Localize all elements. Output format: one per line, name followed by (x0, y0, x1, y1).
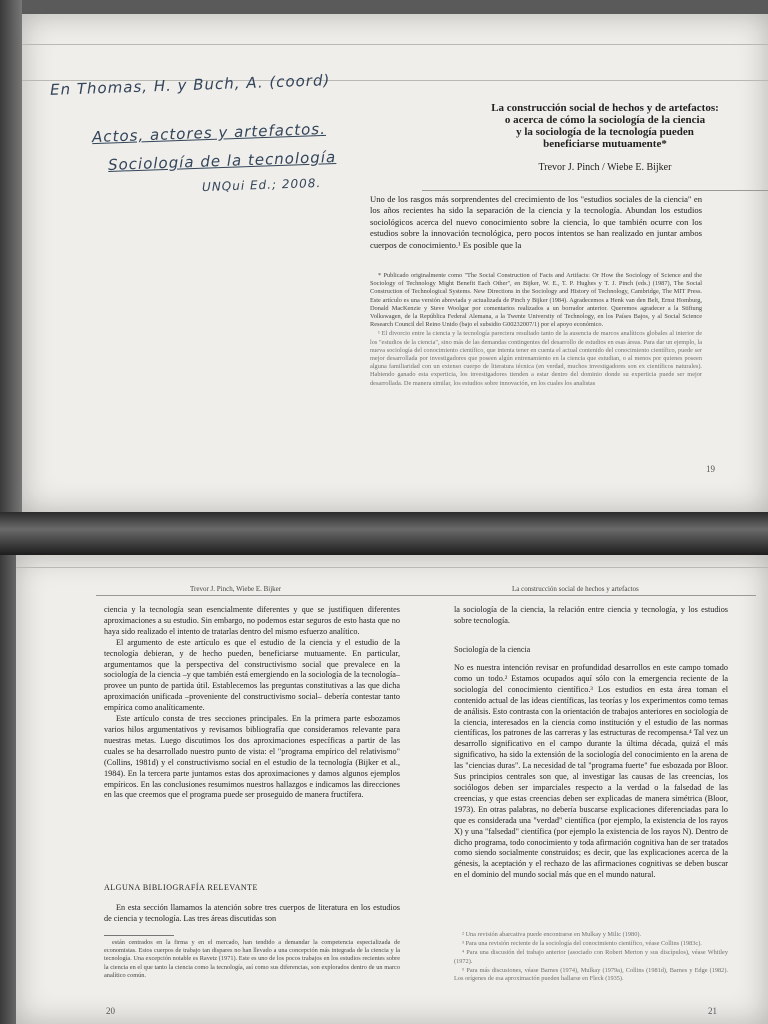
paragraph-text: El argumento de este artículo es que el estudio de la ciencia y el estudio de la tecnología debieran, y de hecho pueden, beneficiarse mutuamente. En particular, argumentamos que la perspectiva del constructivismo social que prevalece en la sociología de la ciencia –y que también está emergiendo en la sociología de la tecnología– provee un punto de partida útil. Establecemos las preguntas constitutivas a las que dicha aproximación unificada –proveniente del constructivismo social– debería contestar tanto empírica como analíticamente. (104, 637, 400, 713)
top-page-scan (22, 14, 768, 512)
intro-paragraph (370, 194, 702, 251)
footnote-text: están centrados en la firma y en el mercado, han tendido a demandar la competencia especializada de economistas. Estos cuerpos de trabajo tan dispares no han llevado a una concepción más integrada de la ciencia y la tecnología. Una excepción notable es Ravetz (1971). Este es uno de los pocos trabajos en los estudios recientes sobre la ciencia en el que tanto la ciencia como la tecnología, así como sus diferencias, son explorados dentro de un marco analítico común. (104, 939, 400, 979)
footnote-1: ¹ El divorcio entre la ciencia y la tecnología pareciera resultado tanto de la ausencia de marcos analíticos globales al interior de los "estudios de la ciencia", sino más de las demandas contingentes del desarrollo de estudios en esas áreas. Para dar un ejemplo, la nueva sociología del conocimiento científico, que intenta tener en cuenta el actual contenido del conocimiento científico, puede ser mejor desarrollada por investigadores que poseen algún entrenamiento en la ciencia que estudian, o al menos por quienes poseen alguna familiaridad con un extenso cuerpo de literatura técnica (en verdad, muchos investigadores son ex científicos naturales). Habiendo ganado esta experticia, los investigadores tienden a estar dentro del dominio donde su experticia puede ser mejor desarrollada. De manera similar, los estudios sobre innovación, en los cuales los analistas (370, 330, 702, 387)
title-rule (422, 190, 768, 191)
paragraph-text: la sociología de la ciencia, la relación entre ciencia y tecnología, y los estudios sobre tecnología. (454, 605, 728, 625)
title-line: o acerca de cómo la sociología de la ciencia (504, 114, 706, 126)
footnote-2: ² Una revisión abarcativa puede encontrarse en Mulkay y Milic (1980). (462, 931, 642, 938)
footnote-4: ⁴ Para una discusión del trabajo anterior (asociado con Robert Merton y sus discípulos), véase Whitley (1972). (454, 949, 728, 965)
title-line: y la sociología de la tecnología pueden (516, 126, 694, 138)
section-heading-sociology: Sociología de la ciencia (454, 645, 531, 654)
handwritten-book-title: Actos, actores y artefactos. (91, 119, 327, 147)
paragraph-text: Uno de los rasgos más sorprendentes del crecimiento de los "estudios sociales de la ciencia" en los años recientes ha sido la separación de la ciencia y la tecnología. Abundan los estudios sociológicos acerca del nuevo conocimiento sobre la ciencia, lo que también ocurre con los estudios sobre la innovación tecnológica, pero pocos intentos se han realizado en juntar ambos cuerpos de conocimiento.¹ Es posible que la (370, 194, 702, 250)
left-column-text-2 (104, 903, 400, 925)
footnote-left (104, 939, 400, 981)
page-number: 20 (106, 1006, 115, 1016)
article-title (460, 102, 750, 150)
paragraph-text: No es nuestra intención revisar en profundidad desarrollos en este campo tomado como un todo.² Estamos ocupados aquí sólo con la emergencia reciente de la sociología del conocimiento científico.³ Los estudios en esta área toman el contenido actual de las ideas científicas, las teorías y los experimentos como temas de análisis. Esto contrasta con la orientación de trabajos anteriores en sociología de la ciencia, interesados en la ciencia como institución y el estudio de las normas científicas, los patrones de las carreras y las estructuras de recompensa.⁴ Tal vez un desarrollo significativo en el campo durante la última década, quizá el más significativo, ha sido la extensión de la sociología del conocimiento en la arena de las "ciencias duras". La necesidad de tal "programa fuerte" fue esbozada por Bloor. Sus principios centrales son que, al investigar las causas de las creencias, los sociólogos deben ser imparciales respecto a la verdad o la falsedad de las creencias, y que estas creencias deben ser explicadas de manera simétrica (Bloor, 1973). En otras palabras, no debería buscarse explicaciones diferenciadas para lo que es considerada una "verdad" científica (por ejemplo, la existencia de los rayos X) y una "falsedad" científica (por ejemplo la existencia de los rayos N). Dentro de dicho programa, todo conocimiento y toda afirmación cognitiva han de ser tratados como siendo socialmente construidos; es decir, que las explicaciones acerca de la génesis, la aceptación y el rechazo de las afirmaciones cognitivas se deben buscar en el dominio del mundo social más que en el mundo natural. (454, 663, 728, 880)
footnote-star: * Publicado originalmente como "The Social Construction of Facts and Artifacts: Or How the Sociology of Science and the Sociology of Technology Might Benefit Each Other", en Bijker, W. E., T. P. Hughes y T. J. Pinch (eds.) (1987), The Social Construction of Technological Systems. New Directions in the Sociology and History of Technology, Cambridge, The MIT Press. Este artículo es una versión abreviada y actualizada de Pinch y Bijker (1984). Agradecemos a Henk van den Belt, Ernst Homburg, Donald MacKenzie y Steve Woolgar por comentarios realizados a un borrador anterior. Queremos agradecer a la Stiftung Volkswagen, de la República Federal Alemana, a la Twente University of Technology, en los Países Bajos, y al Social Science Research Council del Reino Unido (bajo el subsidio G00232007/1) por el apoyo económico. (370, 272, 702, 329)
scan-line (22, 44, 768, 45)
bottom-spread-scan (16, 555, 768, 1024)
running-head-left: Trevor J. Pinch, Wiebe E. Bijker (190, 585, 282, 593)
title-line: beneficiarse mutuamente* (543, 138, 667, 150)
scan-line (16, 567, 768, 568)
running-head-right: La construcción social de hechos y artefactos (512, 585, 639, 593)
page-number: 21 (708, 1006, 717, 1016)
title-line: La construcción social de hechos y de artefactos: (491, 102, 719, 114)
paragraph-text: En esta sección llamamos la atención sobre tres cuerpos de literatura en los estudios de ciencia y tecnología. Las tres áreas discutidas son (104, 903, 400, 923)
handwritten-citation: En Thomas, H. y Buch, A. (coord) (49, 71, 331, 99)
footnotes-top (370, 272, 702, 389)
handwritten-publisher: UNQui Ed.; 2008. (201, 175, 322, 195)
right-column-text-2 (454, 663, 728, 881)
footnote-rule (104, 935, 174, 936)
right-column-text (454, 605, 728, 627)
footnote-3: ³ Para una revisión reciente de la sociología del conocimiento científico, véase Collins (1983c). (462, 940, 702, 948)
footnote-5: ⁵ Para más discusiones, véase Barnes (1974), Mulkay (1979a), Collins (1981d), Barnes y Edge (1982). Los orígenes de esa aproximación pueden hallarse en Fleck (1935). (454, 966, 728, 983)
left-column-text (104, 605, 400, 801)
page-gap (0, 512, 768, 555)
paragraph-text: ciencia y la tecnología sean esencialmente diferentes y que se justifiquen diferentes aproximaciones a su estudio. Sin embargo, no podemos estar seguros de esto hasta que no haya sido realizado el intento de tratarlas dentro del mismo esfuerzo analítico. (104, 605, 400, 636)
section-heading-bibliography: ALGUNA BIBLIOGRAFÍA RELEVANTE (104, 883, 258, 892)
footnotes-right (454, 931, 728, 984)
handwritten-subtitle: Sociología de la tecnología (107, 148, 337, 174)
paragraph-text: Este artículo consta de tres secciones principales. En la primera parte esbozamos varios hilos argumentativos y revisamos bibliografía que consideramos relevante para nuestras metas. Luego discutimos los dos aproximaciones específicas a partir de las cuales se ha desarrollado nuestro punto de vista: el "programa empírico del relativismo" (Collins, 1981d) y el constructivismo social en el estudio de la tecnología (Bijker et al., 1984). En la tercera parte juntamos estas dos aproximaciones y damos algunos ejemplos empíricos. En las conclusiones resumimos nuestros hallazgos e indicamos las direcciones en las que creemos que el programa puede ser proseguido de manera fructífera. (104, 714, 400, 800)
page-number: 19 (706, 464, 715, 474)
header-rule (96, 595, 756, 596)
article-authors: Trevor J. Pinch / Wiebe E. Bijker (538, 162, 672, 173)
